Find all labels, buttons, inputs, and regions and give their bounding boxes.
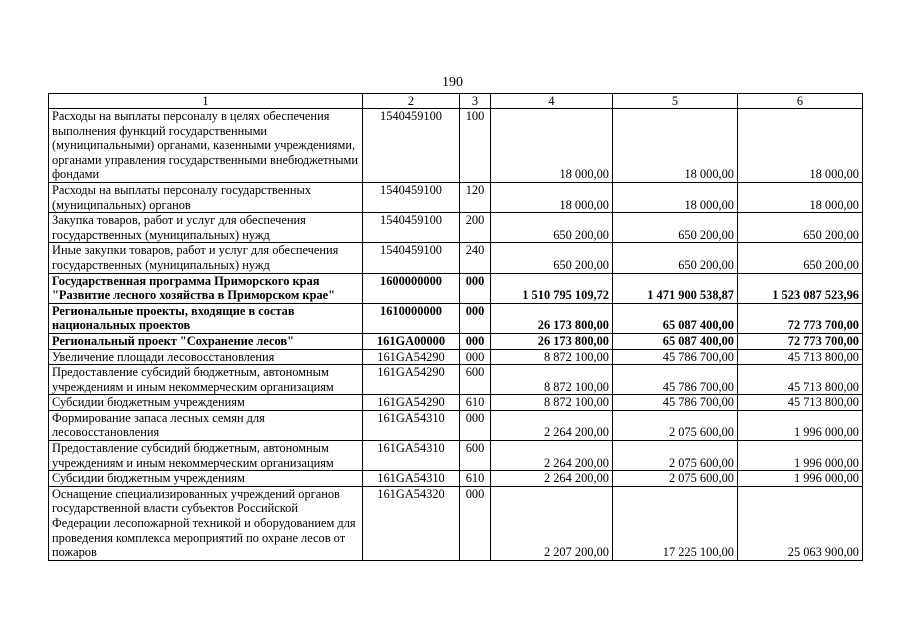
row-description: Увеличение площади лесовосстановления [49,349,363,365]
row-value-col5: 650 200,00 [613,213,738,243]
row-value-col6: 1 996 000,00 [738,410,863,440]
row-value-col5: 17 225 100,00 [613,486,738,560]
row-value-col4: 18 000,00 [491,109,613,183]
row-expense-type: 200 [460,213,491,243]
row-value-col6: 1 996 000,00 [738,441,863,471]
row-value-col4: 650 200,00 [491,243,613,273]
row-target-code: 161GA54290 [363,395,460,411]
row-description: Оснащение специализированных учреждений органов государственной власти субъектов Российской Федерации лесопожарной техникой и оборудованием для проведения комплекса мероприятий по охране лесов от пожаров [49,486,363,560]
row-value-col6: 45 713 800,00 [738,395,863,411]
row-value-col6: 72 773 700,00 [738,333,863,349]
row-description: Закупка товаров, работ и услуг для обеспечения государственных (муниципальных) нужд [49,213,363,243]
row-description: Формирование запаса лесных семян для лесовосстановления [49,410,363,440]
row-value-col6: 72 773 700,00 [738,303,863,333]
column-header: 1 [49,94,363,109]
row-value-col4: 8 872 100,00 [491,395,613,411]
column-header: 6 [738,94,863,109]
row-value-col5: 45 786 700,00 [613,349,738,365]
row-target-code: 161GA00000 [363,333,460,349]
row-target-code: 161GA54320 [363,486,460,560]
table-row [49,109,863,183]
row-description: Расходы на выплаты персоналу в целях обеспечения выполнения функций государственными (муниципальными) органами, казенными учреждениями, органами управления государственными внебюджетными фондами [49,109,363,183]
row-value-col4: 2 264 200,00 [491,471,613,487]
row-expense-type: 600 [460,441,491,471]
row-value-col4: 2 207 200,00 [491,486,613,560]
row-value-col5: 2 075 600,00 [613,471,738,487]
row-value-col4: 2 264 200,00 [491,441,613,471]
row-expense-type: 000 [460,486,491,560]
page-number: 190 [442,75,463,90]
row-value-col6: 650 200,00 [738,243,863,273]
table-row [49,333,863,349]
row-value-col5: 2 075 600,00 [613,410,738,440]
table-row [49,349,863,365]
row-target-code: 1600000000 [363,273,460,303]
row-value-col5: 2 075 600,00 [613,441,738,471]
table-row [49,365,863,395]
table-row [49,395,863,411]
row-expense-type: 600 [460,365,491,395]
row-target-code: 161GA54310 [363,471,460,487]
row-value-col5: 65 087 400,00 [613,333,738,349]
row-description: Субсидии бюджетным учреждениям [49,471,363,487]
row-value-col6: 45 713 800,00 [738,349,863,365]
column-header: 2 [363,94,460,109]
row-description: Предоставление субсидий бюджетным, автономным учреждениям и иным некоммерческим организациям [49,365,363,395]
table-row [49,273,863,303]
row-value-col4: 650 200,00 [491,213,613,243]
row-expense-type: 000 [460,410,491,440]
row-value-col5: 18 000,00 [613,109,738,183]
row-target-code: 1540459100 [363,109,460,183]
row-value-col4: 2 264 200,00 [491,410,613,440]
row-value-col6: 18 000,00 [738,109,863,183]
row-target-code: 161GA54310 [363,441,460,471]
row-target-code: 1540459100 [363,243,460,273]
row-value-col6: 1 523 087 523,96 [738,273,863,303]
row-value-col4: 8 872 100,00 [491,365,613,395]
table-row [49,182,863,212]
row-value-col4: 26 173 800,00 [491,303,613,333]
table-header-row [49,94,863,109]
row-expense-type: 610 [460,471,491,487]
row-expense-type: 000 [460,333,491,349]
row-value-col6: 45 713 800,00 [738,365,863,395]
table-row [49,471,863,487]
table-row [49,243,863,273]
table-row [49,213,863,243]
row-value-col5: 65 087 400,00 [613,303,738,333]
row-expense-type: 240 [460,243,491,273]
row-expense-type: 000 [460,303,491,333]
row-description: Региональные проекты, входящие в состав национальных проектов [49,303,363,333]
row-target-code: 161GA54290 [363,349,460,365]
table-row [49,441,863,471]
row-value-col6: 1 996 000,00 [738,471,863,487]
row-target-code: 161GA54290 [363,365,460,395]
row-expense-type: 000 [460,349,491,365]
row-target-code: 161GA54310 [363,410,460,440]
budget-table [48,93,863,561]
row-target-code: 1610000000 [363,303,460,333]
row-value-col4: 1 510 795 109,72 [491,273,613,303]
row-target-code: 1540459100 [363,213,460,243]
column-header: 3 [460,94,491,109]
row-description: Региональный проект "Сохранение лесов" [49,333,363,349]
row-value-col4: 8 872 100,00 [491,349,613,365]
row-expense-type: 000 [460,273,491,303]
row-value-col4: 26 173 800,00 [491,333,613,349]
row-value-col6: 25 063 900,00 [738,486,863,560]
row-value-col5: 45 786 700,00 [613,395,738,411]
table-row [49,410,863,440]
row-value-col4: 18 000,00 [491,182,613,212]
row-value-col5: 1 471 900 538,87 [613,273,738,303]
row-expense-type: 100 [460,109,491,183]
column-header: 4 [491,94,613,109]
row-expense-type: 120 [460,182,491,212]
table-row [49,486,863,560]
row-value-col5: 45 786 700,00 [613,365,738,395]
row-description: Предоставление субсидий бюджетным, автономным учреждениям и иным некоммерческим организациям [49,441,363,471]
row-target-code: 1540459100 [363,182,460,212]
row-description: Расходы на выплаты персоналу государственных (муниципальных) органов [49,182,363,212]
row-description: Иные закупки товаров, работ и услуг для обеспечения государственных (муниципальных) нужд [49,243,363,273]
column-header: 5 [613,94,738,109]
row-value-col6: 18 000,00 [738,182,863,212]
row-description: Субсидии бюджетным учреждениям [49,395,363,411]
row-value-col5: 18 000,00 [613,182,738,212]
row-value-col6: 650 200,00 [738,213,863,243]
row-value-col5: 650 200,00 [613,243,738,273]
row-description: Государственная программа Приморского края "Развитие лесного хозяйства в Приморском крае" [49,273,363,303]
table-row [49,303,863,333]
row-expense-type: 610 [460,395,491,411]
